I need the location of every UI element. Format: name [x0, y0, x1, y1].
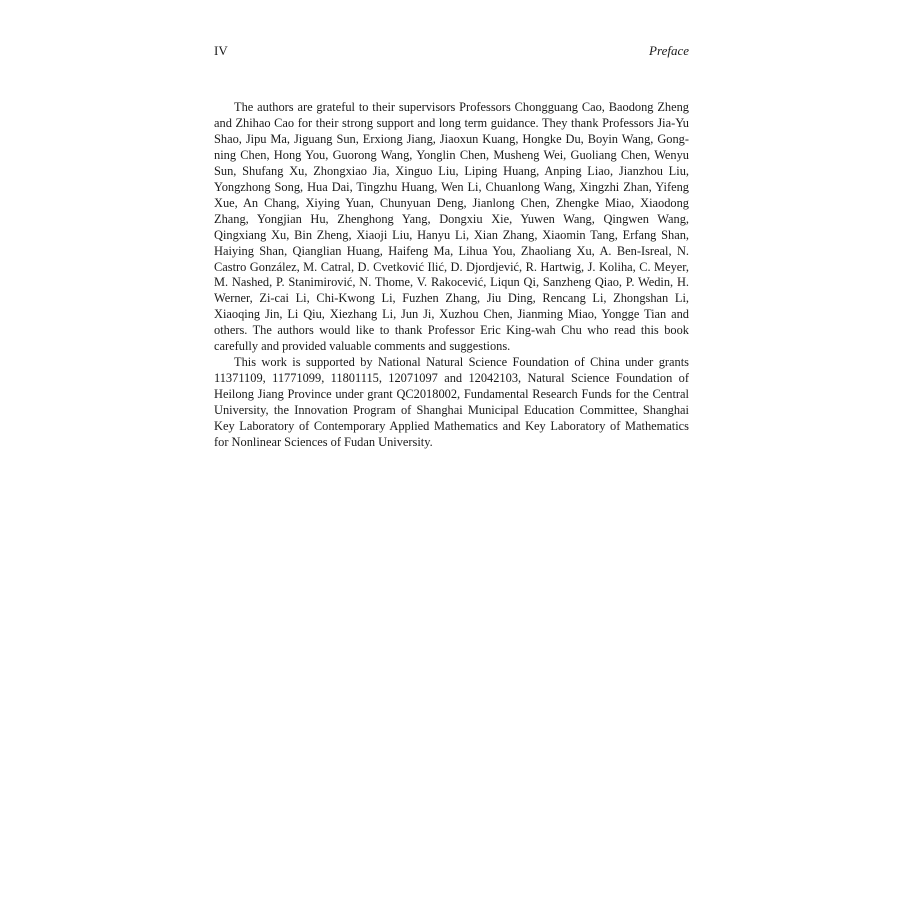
- acknowledgements-paragraph: The authors are grateful to their supervisors Professors Chongguang Cao, Baodong Zheng and Zhihao Cao for their strong support and long term guidance. They thank Professors Jia-Yu Shao, Jipu Ma, Jiguang Sun, Erxiong Jiang, Jiaoxun Kuang, Hongke Du, Boyin Wang, Gong-ning Chen, Hong You, Guorong Wang, Yonglin Chen, Musheng Wei, Guoliang Chen, Wenyu Sun, Shufang Xu, Zhongxiao Jia, Xinguo Liu, Liping Huang, Anping Liao, Jianzhou Liu, Yongzhong Song, Hua Dai, Tingzhu Huang, Wen Li, Chuanlong Wang, Xingzhi Zhan, Yifeng Xue, An Chang, Xiying Yuan, Chunyuan Deng, Jianlong Chen, Zhengke Miao, Xiaodong Zhang, Yongjian Hu, Zhenghong Yang, Dongxiu Xie, Yuwen Wang, Qingwen Wang, Qingxiang Xu, Bin Zheng, Xiaoji Liu, Hanyu Li, Xian Zhang, Xiaomin Tang, Erfang Shan, Haiying Shan, Qianglian Huang, Haifeng Ma, Lihua You, Zhaoliang Xu, A. Ben-Isreal, N. Castro González, M. Catral, D. Cvetković Ilić, D. Djordjević, R. Hartwig, J. Koliha, C. Meyer, M. Nashed, P. Stanimirović, N. Thome, V. Rakocević, Liqun Qi, Sanzheng Qiao, P. Wedin, H. Werner, Zi-cai Li, Chi-Kwong Li, Fuzhen Zhang, Jiu Ding, Rencang Li, Zhongshan Li, Xiaoqing Jin, Li Qiu, Xiezhang Li, Jun Ji, Xuzhou Chen, Jianming Miao, Yongge Tian and others. The authors would like to thank Professor Eric King-wah Chu who read this book carefully and provided valuable comments and suggestions.: [214, 100, 689, 354]
- preface-body: [214, 100, 689, 451]
- page-number: IV: [214, 43, 228, 58]
- running-title: Preface: [649, 43, 689, 58]
- running-head: [214, 43, 689, 61]
- funding-paragraph: This work is supported by National Natural Science Foundation of China under grants 11371109, 11771099, 11801115, 12071097 and 12042103, Natural Science Foundation of Heilong Jiang Province under grant QC2018002, Fundamental Research Funds for the Central University, the Innovation Program of Shanghai Municipal Education Committee, Shanghai Key Laboratory of Contemporary Applied Mathematics and Key Laboratory of Mathematics for Nonlinear Sciences of Fudan University.: [214, 355, 689, 450]
